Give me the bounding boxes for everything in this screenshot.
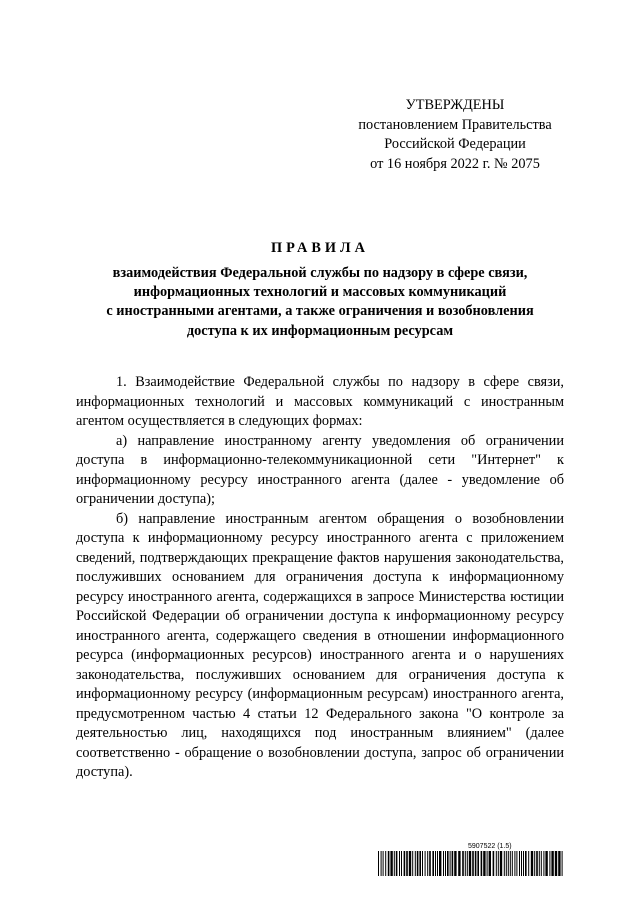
barcode	[378, 851, 564, 876]
document-title: ПРАВИЛА	[271, 240, 369, 256]
subtitle-line: доступа к их информационным ресурсам	[186, 322, 454, 339]
approval-stamp	[330, 96, 580, 174]
document-subtitle	[60, 264, 580, 341]
approval-resolution: постановлением Правительства	[358, 116, 552, 133]
subtitle-line: с иностранными агентами, а также ограничения и возобновления	[106, 303, 534, 320]
paragraph-a: а) направление иностранному агенту уведомления об ограничении доступа в информационно-телекоммуникационной сети "Интернет" к информационному ресурсу иностранного агента (далее - уведомление об ограничении доступа);	[76, 432, 564, 507]
approval-government: Российской Федерации	[384, 136, 526, 152]
paragraph-b: б) направление иностранным агентом обращения о возобновлении доступа к информационному ресурсу иностранного агента с приложением сведений, подтверждающих прекращение фактов нарушения законодательства, послуживших основанием для ограничения доступа к информационному ресурсу иностранного агента, содержащихся в запросе Министерства юстиции Российской Федерации об ограничении доступа к информационному ресурсу иностранного агента, содержащего сведения в отношении информационного ресурса (информационных ресурсов) иностранного агента и о нарушениях законодательства, послуживших основанием для ограничения доступа к информационному ресурсу (информационным ресурсам) иностранного агента, предусмотренном частью 4 статьи 12 Федерального закона "О контроле за деятельностью лиц, находящихся под иностранным влиянием" (далее соответственно - обращение о возобновлении доступа, запрос об ограничении доступа).	[76, 510, 564, 780]
paragraph-1: 1. Взаимодействие Федеральной службы по надзору в сфере связи, информационных технологий и массовых коммуникаций с иностранным агентом осуществляется в следующих формах:	[76, 374, 564, 429]
subtitle-line: информационных технологий и массовых коммуникаций	[133, 284, 507, 301]
document-code: 5907522 (1.5)	[468, 843, 512, 850]
subtitle-line: взаимодействия Федеральной службы по надзору в сфере связи,	[112, 265, 528, 281]
approval-heading: УТВЕРЖДЕНЫ	[405, 97, 505, 113]
document-body	[76, 373, 564, 783]
approval-date-number: от 16 ноября 2022 г. № 2075	[370, 155, 540, 172]
